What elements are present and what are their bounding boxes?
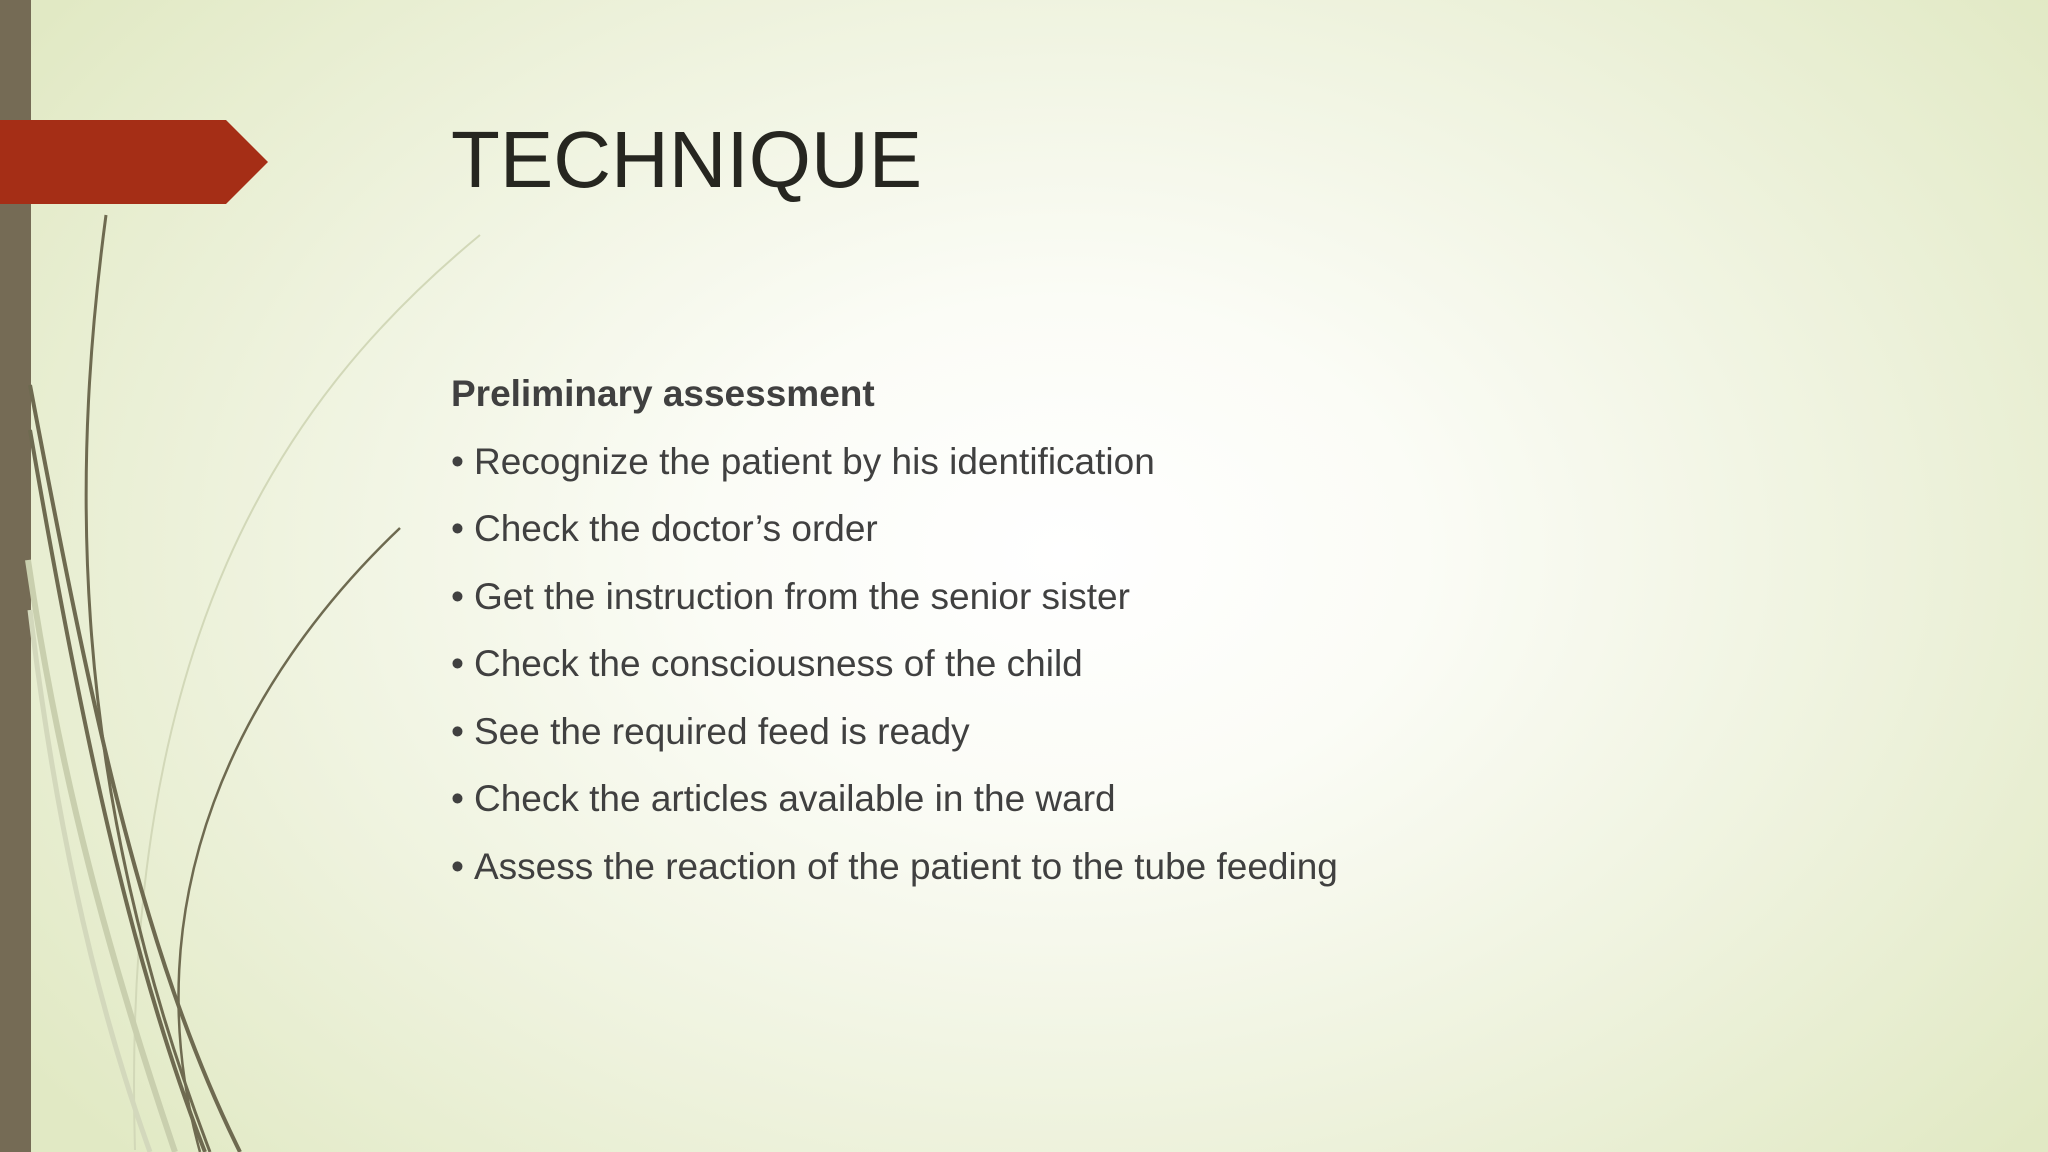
bullet-text: Check the consciousness of the child xyxy=(473,643,1083,684)
bullet-item xyxy=(451,563,1951,631)
bullet-text: Check the doctor’s order xyxy=(473,508,878,549)
bullet-item xyxy=(451,833,1951,901)
bullet-marker: • xyxy=(451,508,464,549)
bullet-marker: • xyxy=(451,575,464,617)
grass-stem-light xyxy=(28,560,175,1152)
slide-title: TECHNIQUE xyxy=(451,115,923,204)
grass-stem-dark xyxy=(179,528,400,1152)
bullet-item xyxy=(451,428,1951,496)
bullet-item xyxy=(451,630,1951,698)
bullet-text: Get the instruction from the senior sister xyxy=(473,575,1130,617)
bullet-marker: • xyxy=(451,440,464,482)
grass-stem-light xyxy=(134,235,480,1150)
bullet-marker: • xyxy=(451,643,464,684)
title-arrow-banner xyxy=(0,120,268,204)
bullet-text: Recognize the patient by his identification xyxy=(473,440,1155,482)
bullet-marker: • xyxy=(451,778,464,819)
bullet-marker: • xyxy=(451,845,464,887)
bullet-marker: • xyxy=(451,710,464,752)
slide-body xyxy=(451,360,1951,900)
bullet-text: Assess the reaction of the patient to the tube feeding xyxy=(473,845,1338,887)
bullet-item xyxy=(451,698,1951,766)
bullet-list xyxy=(451,428,1951,901)
bullet-text: Check the articles available in the ward xyxy=(473,778,1116,819)
bullet-item xyxy=(451,765,1951,833)
grass-decoration xyxy=(0,0,520,1152)
section-subheading: Preliminary assessment xyxy=(451,373,875,414)
bullet-text: See the required feed is ready xyxy=(473,710,970,752)
bullet-item xyxy=(451,495,1951,563)
